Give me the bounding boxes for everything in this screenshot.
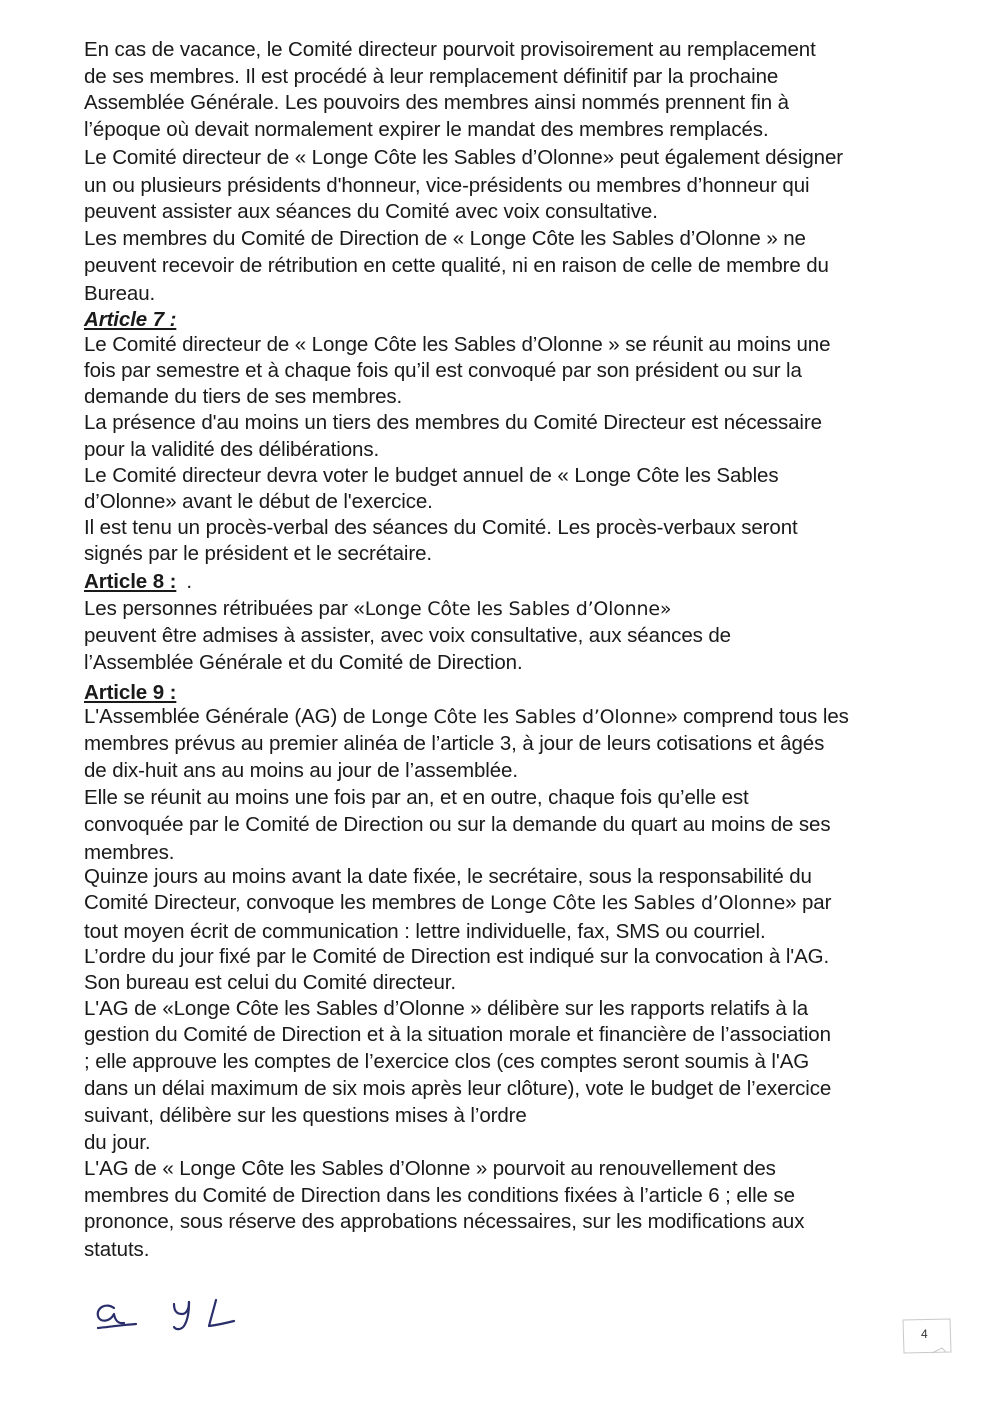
text-line: Le Comité directeur de « Longe Côte les Sables d’Olonne» peut également désigner <box>84 146 843 169</box>
text-line <box>84 596 671 622</box>
text-line: Quinze jours au moins avant la date fixée, le secrétaire, sous la responsabilité du <box>84 865 812 888</box>
text-line: L'AG de « Longe Côte les Sables d’Olonne » pourvoit au renouvellement des <box>84 1157 776 1180</box>
text-line: membres. <box>84 841 175 864</box>
text-segment: » <box>659 598 672 620</box>
text-segment: Les personnes rétribuées par « <box>84 597 365 620</box>
association-name: Longe Côte les Sables d’Olonne <box>364 598 660 620</box>
text-line: pour la validité des délibérations. <box>84 438 380 461</box>
association-name: Longe Côte les Sables d’Olonne <box>371 706 667 728</box>
text-line: de ses membres. Il est procédé à leur remplacement définitif par la prochaine <box>84 65 779 88</box>
text-segment: » comprend tous les <box>666 705 849 728</box>
text-line: Bureau. <box>84 282 156 305</box>
page-number: 4 <box>921 1327 928 1341</box>
text-line: membres du Comité de Direction dans les conditions fixées à l’article 6 ; elle se <box>84 1184 795 1207</box>
text-line: convoquée par le Comité de Direction ou sur la demande du quart au moins de ses <box>84 813 831 836</box>
text-line: du jour. <box>84 1131 151 1154</box>
text-segment: Comité Directeur, convoque les membres de <box>84 891 490 914</box>
text-line: Le Comité directeur devra voter le budget annuel de « Longe Côte les Sables <box>84 464 779 487</box>
article-8-heading-mark: . <box>186 570 192 593</box>
text-line <box>84 704 849 730</box>
text-line: Le Comité directeur de « Longe Côte les Sables d’Olonne » se réunit au moins une <box>84 333 831 356</box>
text-line: fois par semestre et à chaque fois qu’il est convoqué par son président ou sur la <box>84 359 802 382</box>
article-7-heading: Article 7 : <box>84 308 177 331</box>
text-line: de dix-huit ans au moins au jour de l’assemblée. <box>84 759 518 782</box>
text-line: peuvent assister aux séances du Comité avec voix consultative. <box>84 200 658 223</box>
text-segment: L'Assemblée Générale (AG) de <box>84 705 372 728</box>
text-line: L'AG de «Longe Côte les Sables d’Olonne » délibère sur les rapports relatifs à la <box>84 997 808 1020</box>
text-line: En cas de vacance, le Comité directeur pourvoit provisoirement au remplacement <box>84 38 816 61</box>
text-line: Il est tenu un procès-verbal des séances du Comité. Les procès-verbaux seront <box>84 516 798 539</box>
text-line: demande du tiers de ses membres. <box>84 385 403 408</box>
association-name: Longe Côte les Sables d’Olonne <box>489 892 786 914</box>
text-line: dans un délai maximum de six mois après leur clôture), vote le budget de l’exercice <box>84 1077 832 1100</box>
text-line: L’ordre du jour fixé par le Comité de Direction est indiqué sur la convocation à l'AG. <box>84 945 830 968</box>
text-line: La présence d'au moins un tiers des membres du Comité Directeur est nécessaire <box>84 411 822 434</box>
text-line <box>84 890 831 916</box>
text-line: peuvent recevoir de rétribution en cette qualité, ni en raison de celle de membre du <box>84 254 829 277</box>
text-line: membres prévus au premier alinéa de l’article 3, à jour de leurs cotisations et âgés <box>84 732 825 755</box>
text-line: Son bureau est celui du Comité directeur. <box>84 971 456 994</box>
article-8-heading: Article 8 : <box>84 570 177 593</box>
text-line: l’Assemblée Générale et du Comité de Direction. <box>84 651 523 674</box>
text-segment: » par <box>785 891 832 914</box>
text-line: tout moyen écrit de communication : lettre individuelle, fax, SMS ou courriel. <box>84 920 766 943</box>
text-line: ; elle approuve les comptes de l’exercice clos (ces comptes seront soumis à l'AG <box>84 1050 810 1073</box>
text-line: Assemblée Générale. Les pouvoirs des membres ainsi nommés prennent fin à <box>84 91 789 114</box>
text-line: peuvent être admises à assister, avec voix consultative, aux séances de <box>84 624 731 647</box>
text-line: statuts. <box>84 1238 150 1261</box>
text-line: gestion du Comité de Direction et à la situation morale et financière de l’association <box>84 1023 831 1046</box>
text-line: suivant, délibère sur les questions mises à l’ordre <box>84 1104 527 1127</box>
text-line: signés par le président et le secrétaire. <box>84 542 433 565</box>
text-line: Les membres du Comité de Direction de « Longe Côte les Sables d’Olonne » ne <box>84 227 806 250</box>
text-line: l’époque où devait normalement expirer le mandat des membres remplacés. <box>84 118 769 141</box>
article-9-heading: Article 9 : <box>84 681 177 704</box>
text-line: un ou plusieurs présidents d'honneur, vice-présidents ou membres d’honneur qui <box>84 174 810 197</box>
text-line: prononce, sous réserve des approbations nécessaires, sur les modifications aux <box>84 1210 805 1233</box>
handwritten-initials <box>92 1290 252 1350</box>
text-line: Elle se réunit au moins une fois par an, et en outre, chaque fois qu’elle est <box>84 786 749 809</box>
text-line: d’Olonne» avant le début de l'exercice. <box>84 490 433 513</box>
article-8-heading-row <box>84 569 192 595</box>
